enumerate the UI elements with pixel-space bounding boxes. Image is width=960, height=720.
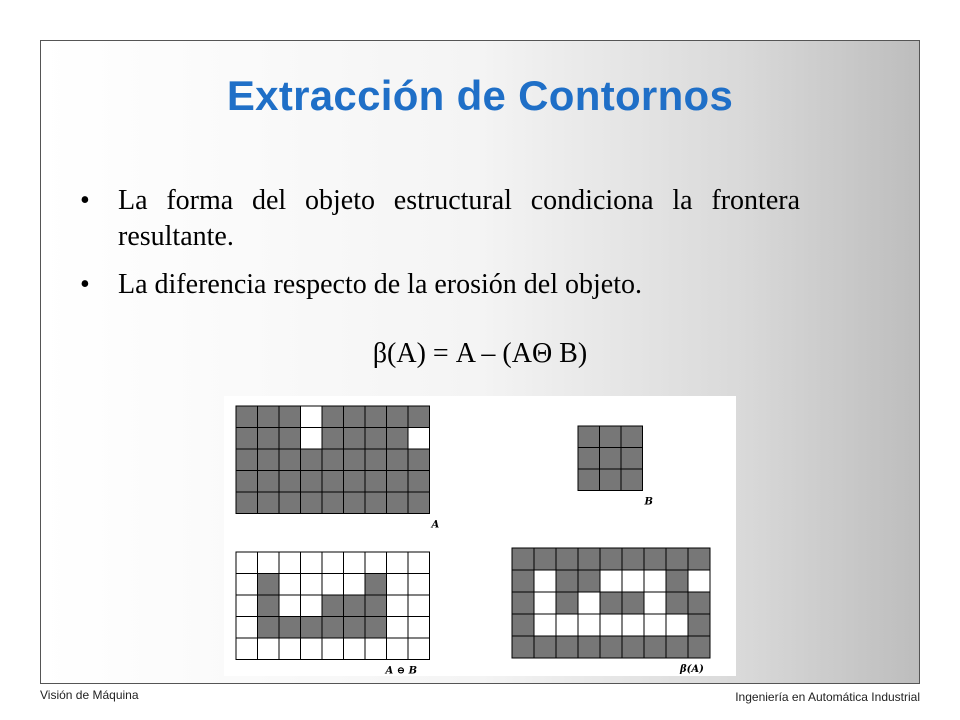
grid-cell-filled [258,595,280,617]
grid-cell-filled [622,636,644,658]
grid-cell-filled [387,406,409,428]
grid-cell-empty [644,614,666,636]
grid-cell-filled [578,570,600,592]
grid-cell-empty [344,552,366,574]
grid-cell-filled [622,548,644,570]
grid-cell-filled [688,592,710,614]
grid-cell-filled [236,492,258,514]
grid-cell-filled [258,574,280,596]
grid-label-A: A [431,519,440,531]
grid-cell-filled [301,617,323,639]
grid-cell-filled [301,449,323,471]
grid-cell-filled [365,574,387,596]
grid-cell-filled [578,548,600,570]
grid-cell-filled [600,426,622,448]
grid-cell-filled [534,636,556,658]
grid-cell-empty [387,617,409,639]
grid-cell-filled [279,492,301,514]
grid-cell-empty [534,592,556,614]
grid-cell-filled [600,636,622,658]
grid-cell-filled [279,449,301,471]
grid-cell-filled [301,471,323,493]
grid-cell-empty [644,570,666,592]
grid-cell-empty [236,552,258,574]
grid-cell-empty [387,595,409,617]
grid-cell-empty [301,552,323,574]
grid-A [236,406,440,531]
grid-cell-empty [279,552,301,574]
grid-cell-empty [578,592,600,614]
grid-cell-filled [258,492,280,514]
bullet-marker: • [80,185,90,216]
grid-cell-filled [688,614,710,636]
grid-cell-empty [387,574,409,596]
grid-cell-filled [365,595,387,617]
grid-cell-filled [578,636,600,658]
grid-cell-empty [301,638,323,660]
bullet-list [80,183,800,315]
grids-svg [224,396,736,676]
grid-cell-filled [408,492,430,514]
grid-cell-empty [408,638,430,660]
grid-cell-empty [534,570,556,592]
grid-cell-empty [301,406,323,428]
grid-cell-filled [621,469,643,491]
grid-cell-filled [621,426,643,448]
grid-cell-empty [344,638,366,660]
grid-cell-filled [666,570,688,592]
grid-cell-empty [622,614,644,636]
grid-cell-empty [622,570,644,592]
grid-cell-empty [344,574,366,596]
grid-cell-empty [301,574,323,596]
grid-cell-filled [408,449,430,471]
grid-cell-empty [365,638,387,660]
grid-cell-empty [236,638,258,660]
grid-cell-empty [578,614,600,636]
bullet-text: La diferencia respecto de la erosión del objeto. [118,269,642,300]
grid-cell-filled [236,428,258,450]
grid-cell-filled [322,406,344,428]
grid-cell-empty [408,574,430,596]
grid-cell-filled [666,548,688,570]
grid-cell-empty [600,570,622,592]
grid-cell-filled [344,406,366,428]
grid-label-A-erosion-B: A ⊖ B [385,665,418,676]
grid-cell-filled [344,428,366,450]
grid-cell-filled [387,428,409,450]
grid-cell-filled [279,617,301,639]
grid-cell-empty [688,570,710,592]
bullet-marker: • [80,269,90,300]
grid-cell-filled [556,636,578,658]
grid-cell-filled [408,406,430,428]
grid-cell-filled [556,548,578,570]
grid-cell-filled [622,592,644,614]
grid-label-B: B [644,496,653,508]
grid-cell-filled [556,570,578,592]
grid-cell-filled [258,617,280,639]
grid-beta-A [512,548,710,675]
boundary-formula: β(A) = A – (AΘ B) [372,338,588,369]
grid-cell-filled [365,428,387,450]
grid-cell-empty [279,638,301,660]
grid-A-erosion-B [236,552,430,676]
grid-cell-filled [258,428,280,450]
grid-cell-filled [301,492,323,514]
grid-cell-filled [258,406,280,428]
grid-cell-filled [236,471,258,493]
grid-cell-filled [365,492,387,514]
grid-cell-filled [666,592,688,614]
grid-cell-filled [512,570,534,592]
grid-cell-empty [556,614,578,636]
grid-cell-empty [279,574,301,596]
grid-cell-filled [578,426,600,448]
grid-cell-empty [236,595,258,617]
grid-cell-filled [322,617,344,639]
grid-cell-filled [387,471,409,493]
grid-cell-filled [258,471,280,493]
grid-cell-filled [688,548,710,570]
grid-cell-filled [322,449,344,471]
grid-cell-empty [408,595,430,617]
grid-cell-empty [600,614,622,636]
grid-cell-filled [236,406,258,428]
grid-cell-filled [279,428,301,450]
grid-cell-filled [365,449,387,471]
grid-cell-empty [236,574,258,596]
grid-cell-filled [512,614,534,636]
grid-B [578,426,653,508]
footer-course: Visión de Máquina [40,688,139,702]
grid-cell-filled [556,592,578,614]
bullet-item [80,183,800,255]
grid-cell-filled [236,449,258,471]
grid-cell-filled [322,492,344,514]
grid-cell-empty [258,552,280,574]
grid-cell-empty [236,617,258,639]
grid-cell-filled [365,471,387,493]
grid-cell-empty [644,592,666,614]
grid-cell-filled [512,592,534,614]
grid-cell-filled [387,492,409,514]
grid-cell-filled [644,636,666,658]
bullet-item [80,267,800,303]
grid-cell-filled [344,617,366,639]
grid-cell-filled [600,592,622,614]
grid-label-beta-A: β(A) [680,664,704,675]
grid-cell-empty [322,552,344,574]
grid-cell-filled [666,636,688,658]
grid-cell-filled [534,548,556,570]
grid-cell-filled [600,548,622,570]
grid-cell-filled [344,492,366,514]
grid-cell-empty [387,552,409,574]
grid-cell-filled [578,469,600,491]
grid-cell-empty [666,614,688,636]
grid-cell-filled [322,428,344,450]
grid-cell-empty [408,552,430,574]
grid-cell-filled [279,471,301,493]
grid-cell-empty [408,617,430,639]
grid-cell-empty [365,552,387,574]
grid-cell-filled [344,595,366,617]
grid-cell-filled [600,448,622,470]
grid-cell-empty [301,428,323,450]
grid-cell-filled [408,471,430,493]
grid-cell-filled [512,548,534,570]
grid-cell-filled [344,471,366,493]
grid-cell-filled [322,471,344,493]
grid-cell-filled [365,406,387,428]
slide-title: Extracción de Contornos [226,72,734,119]
grid-cell-empty [322,574,344,596]
grid-cell-filled [279,406,301,428]
grid-cell-empty [408,428,430,450]
morphology-figure [224,396,736,676]
grid-cell-filled [644,548,666,570]
grid-cell-filled [600,469,622,491]
grid-cell-filled [512,636,534,658]
grid-cell-filled [258,449,280,471]
grid-cell-filled [688,636,710,658]
grid-cell-filled [621,448,643,470]
grid-cell-filled [387,449,409,471]
grid-cell-empty [301,595,323,617]
grid-cell-filled [365,617,387,639]
grid-cell-empty [322,638,344,660]
grid-cell-empty [258,638,280,660]
footer-program: Ingeniería en Automática Industrial [735,690,920,704]
grid-cell-empty [534,614,556,636]
grid-cell-empty [279,595,301,617]
bullet-text: La forma del objeto estructural condiciona la frontera resultante. [118,185,800,252]
grid-cell-filled [344,449,366,471]
grid-cell-empty [387,638,409,660]
grid-cell-filled [578,448,600,470]
grid-cell-filled [322,595,344,617]
